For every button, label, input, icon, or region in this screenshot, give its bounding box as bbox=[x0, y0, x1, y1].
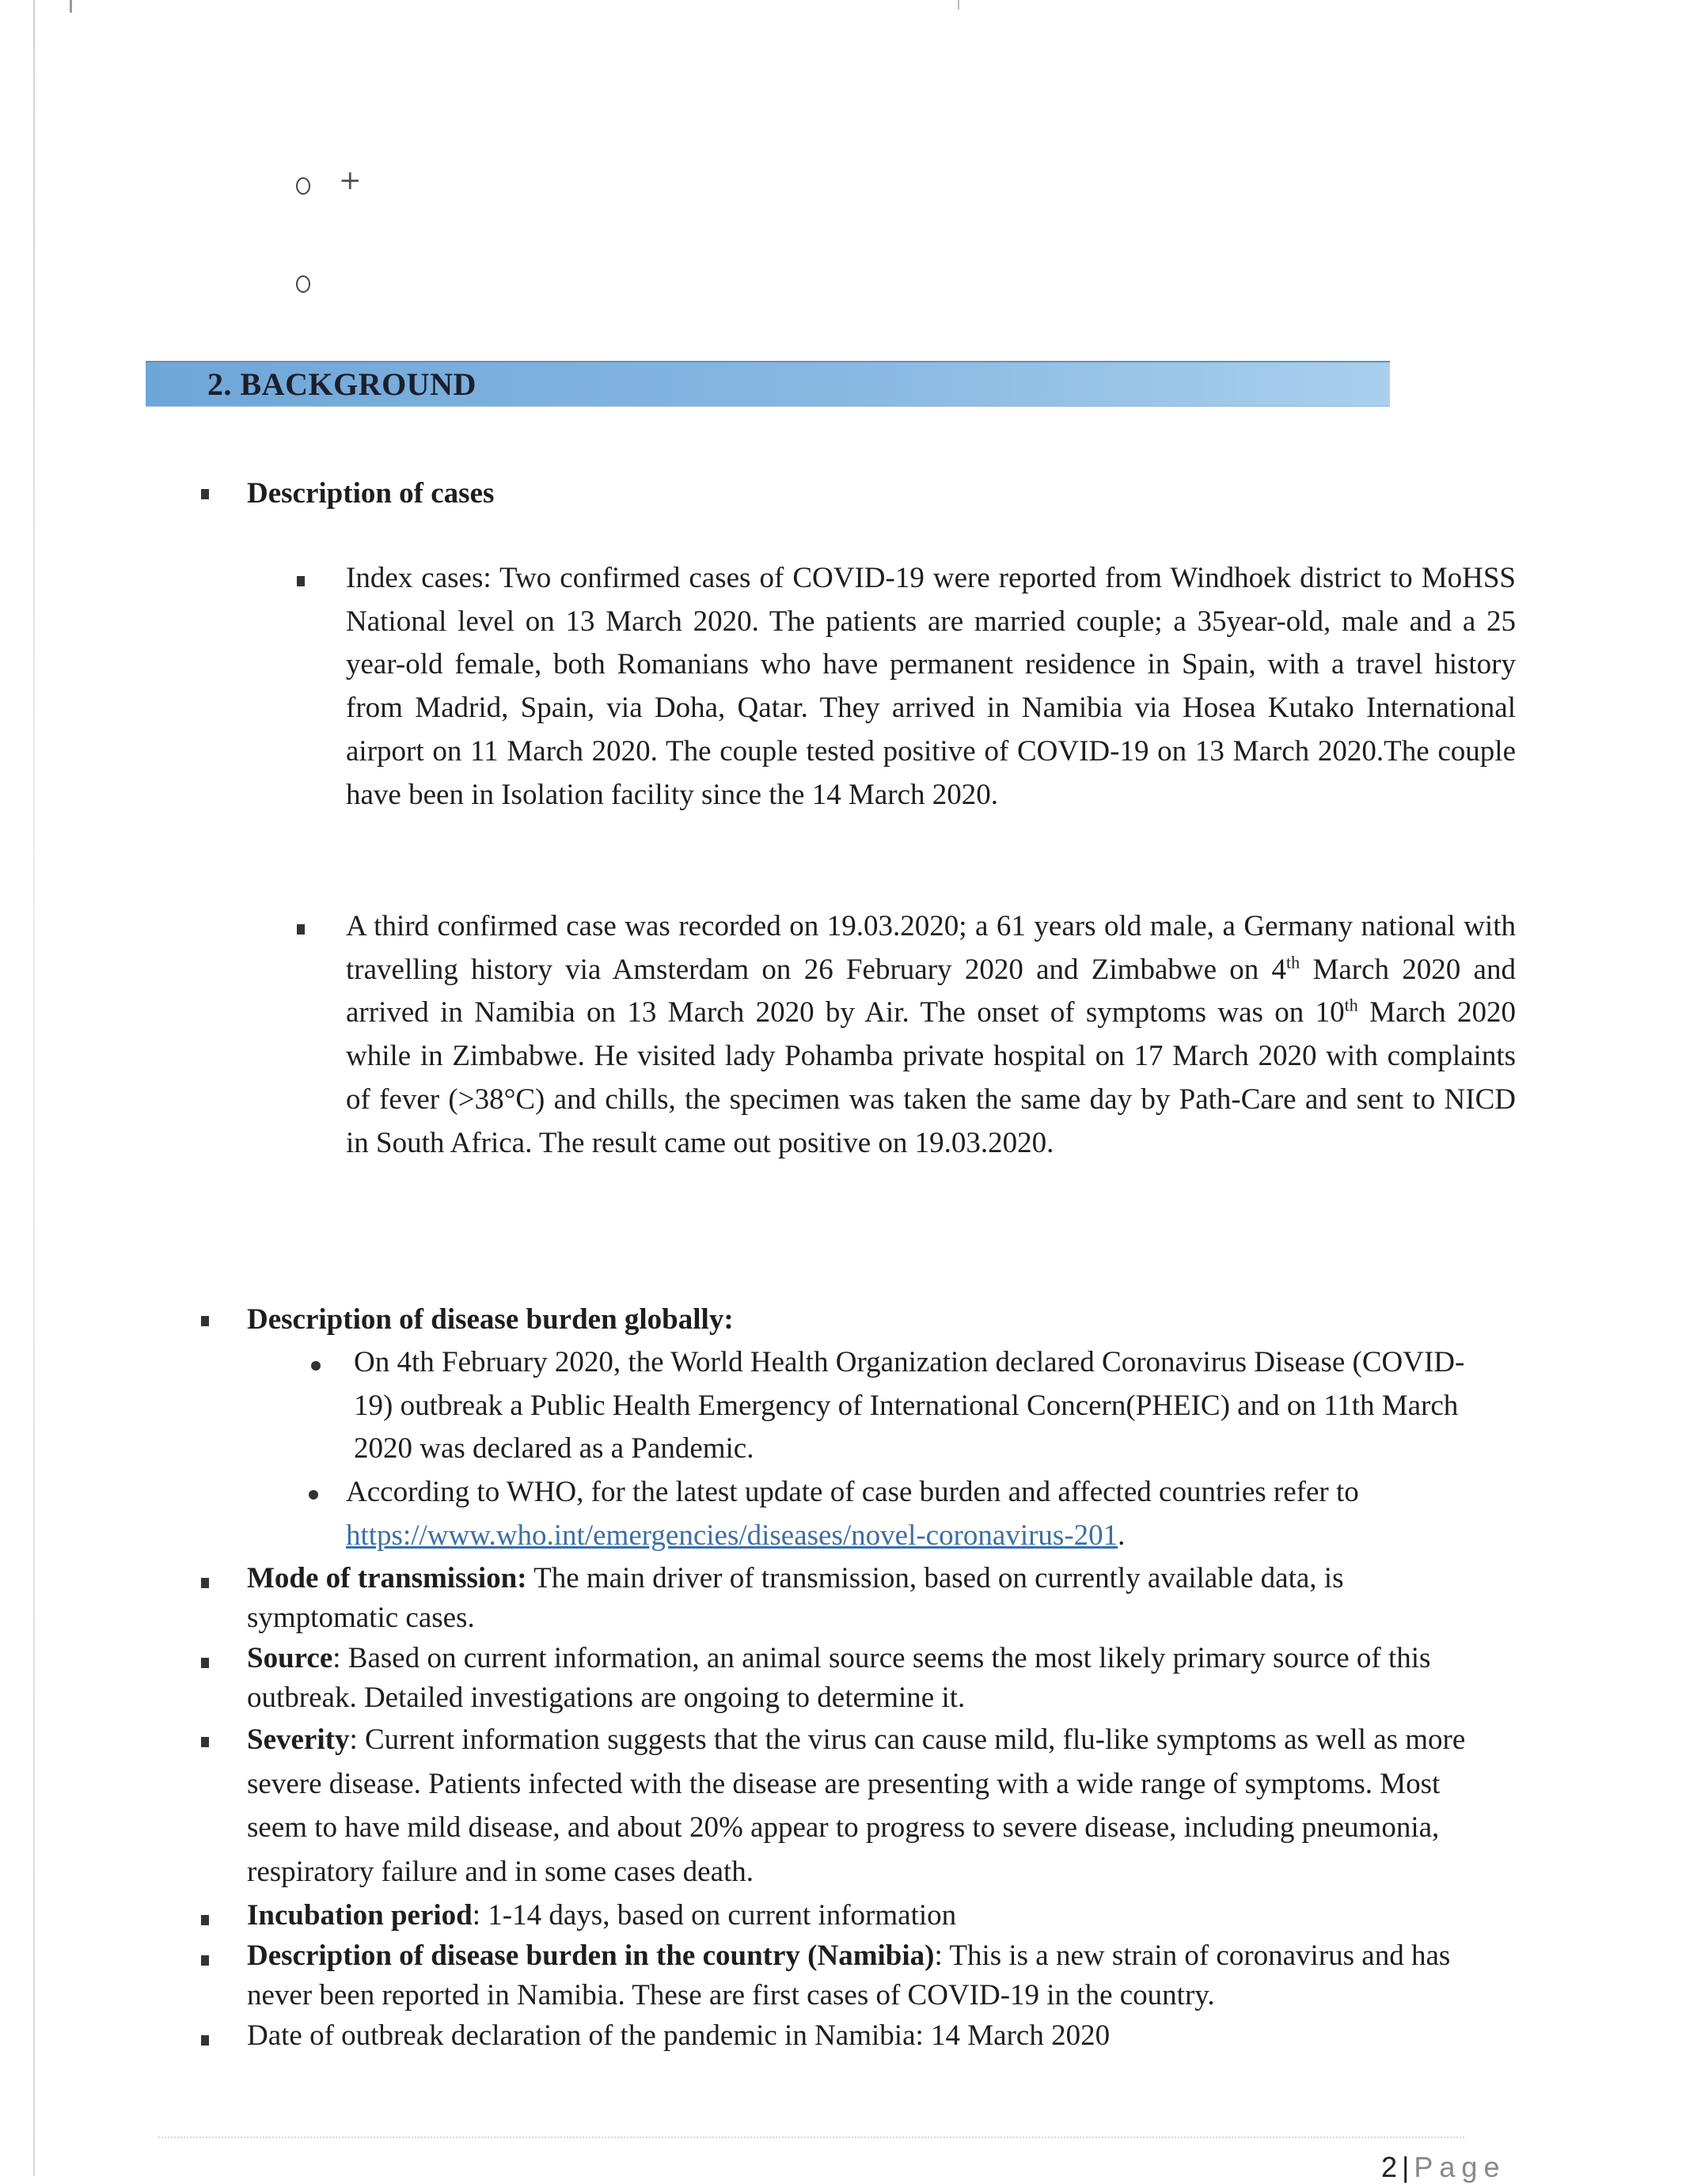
third-case-paragraph bbox=[346, 905, 1516, 1165]
source-text: : Based on current information, an animal source seems the most likely primary source of this outbreak. Detailed investigations are ongoing to determine it. bbox=[247, 1642, 1431, 1714]
section-heading-banner bbox=[146, 361, 1390, 407]
index-cases-paragraph: Index cases: Two confirmed cases of COVID-19 were reported from Windhoek district to MoHSS National level on 13 March 2020. The patients are married couple; a 35year-old, male and a 25 year-old female, both Romanians who have permanent residence in Spain, with a travel history from Madrid, Spain, via Doha, Qatar. They arrived in Namibia via Hosea Kutako International airport on 11 March 2020. The couple tested positive of COVID-19 on 13 March 2020.The couple have been in Isolation facility since the 14 March 2020. bbox=[346, 562, 1516, 811]
section-title-text: BACKGROUND bbox=[240, 366, 477, 402]
section-title bbox=[207, 366, 477, 403]
severity-paragraph bbox=[247, 1718, 1505, 1894]
section-number: 2. bbox=[207, 366, 232, 402]
square-bullet-icon bbox=[201, 1658, 209, 1668]
circle-bullet-icon bbox=[296, 177, 310, 195]
source-label: Source bbox=[247, 1642, 333, 1674]
transmission-label: Mode of transmission: bbox=[247, 1562, 527, 1594]
plus-text: + bbox=[339, 165, 362, 196]
third-case-text-1: A third confirmed case was recorded on 19.03.2020; a 61 years old male, a Germany national with travelling history via Amsterdam on 26 February 2020 and Zimbabwe on 4 bbox=[346, 910, 1516, 986]
period: . bbox=[1118, 1519, 1126, 1552]
scan-mark bbox=[70, 0, 72, 13]
dot-bullet-icon bbox=[311, 1361, 321, 1371]
square-bullet-icon bbox=[201, 1578, 209, 1588]
square-bullet-icon bbox=[201, 489, 209, 499]
square-bullet-icon bbox=[201, 1316, 209, 1326]
footer-divider bbox=[158, 2137, 1464, 2139]
cases-heading: Description of cases bbox=[247, 477, 495, 510]
scan-mark bbox=[958, 0, 959, 9]
square-bullet-icon bbox=[201, 1737, 209, 1747]
ordinal-suffix: th bbox=[1286, 952, 1300, 973]
namibia-burden-text: : This is a new strain of coronavirus and has never been reported in Namibia. These are first cases of COVID-19 in the country. bbox=[247, 1939, 1451, 2011]
square-bullet-icon bbox=[297, 576, 305, 586]
incubation-paragraph bbox=[247, 1896, 1498, 1936]
dot-bullet-icon bbox=[309, 1490, 318, 1500]
page-word: Page bbox=[1414, 2151, 1506, 2183]
square-bullet-icon bbox=[201, 1955, 209, 1966]
outbreak-declaration-paragraph: Date of outbreak declaration of the pandemic in Namibia: 14 March 2020 bbox=[247, 2019, 1111, 2052]
square-bullet-icon bbox=[201, 2035, 209, 2046]
global-burden-heading: Description of disease burden globally: bbox=[247, 1303, 734, 1336]
namibia-burden-paragraph bbox=[247, 1936, 1505, 2015]
third-case-text-2: March 2020 and arrived in Namibia on 13 March 2020 by Air. The onset of symptoms was on 10 bbox=[346, 953, 1516, 1029]
who-reference-paragraph bbox=[346, 1471, 1502, 1557]
transmission-text: The main driver of transmission, based on currently available data, is symptomatic cases. bbox=[247, 1562, 1344, 1634]
incubation-label: Incubation period bbox=[247, 1899, 473, 1932]
scan-edge bbox=[33, 0, 35, 2176]
severity-label: Severity bbox=[247, 1723, 350, 1756]
transmission-paragraph bbox=[247, 1559, 1482, 1638]
page-separator: | bbox=[1402, 2151, 1410, 2183]
who-reference-text: According to WHO, for the latest update of case burden and affected countries refer to bbox=[346, 1476, 1359, 1508]
square-bullet-icon bbox=[201, 1915, 209, 1925]
who-link[interactable]: https://www.who.int/emergencies/diseases/novel-coronavirus-201 bbox=[346, 1519, 1118, 1552]
ordinal-suffix: th bbox=[1344, 995, 1358, 1016]
square-bullet-icon bbox=[297, 924, 305, 935]
page-number bbox=[1381, 2151, 1505, 2184]
namibia-burden-label: Description of disease burden in the country (Namibia) bbox=[247, 1939, 935, 1972]
circle-bullet-icon bbox=[296, 275, 310, 293]
incubation-text: : 1-14 days, based on current information bbox=[472, 1899, 957, 1932]
page-number-value: 2 bbox=[1381, 2151, 1398, 2183]
third-case-text-3: March 2020 while in Zimbabwe. He visited lady Pohamba private hospital on 17 March 2020 with complaints of fever (>38°C) and chills, the specimen was taken the same day by Path-Care and sent to NICD in South Africa. The result came out positive on 19.03.2020. bbox=[346, 996, 1516, 1159]
severity-text: : Current information suggests that the virus can cause mild, flu-like symptoms as well as more severe disease. Patients infected with the disease are presenting with a wide range of symptoms. Most seem to have mild disease, and about 20% appear to progress to severe disease, including pneumonia, respiratory failure and in some cases death. bbox=[247, 1723, 1466, 1888]
pheic-paragraph: On 4th February 2020, the World Health Organization declared Coronavirus Disease (COVID-19) outbreak a Public Health Emergency of International Concern(PHEIC) and on 11th March 2020 was declared as a Pandemic. bbox=[354, 1346, 1465, 1465]
source-paragraph bbox=[247, 1639, 1498, 1718]
